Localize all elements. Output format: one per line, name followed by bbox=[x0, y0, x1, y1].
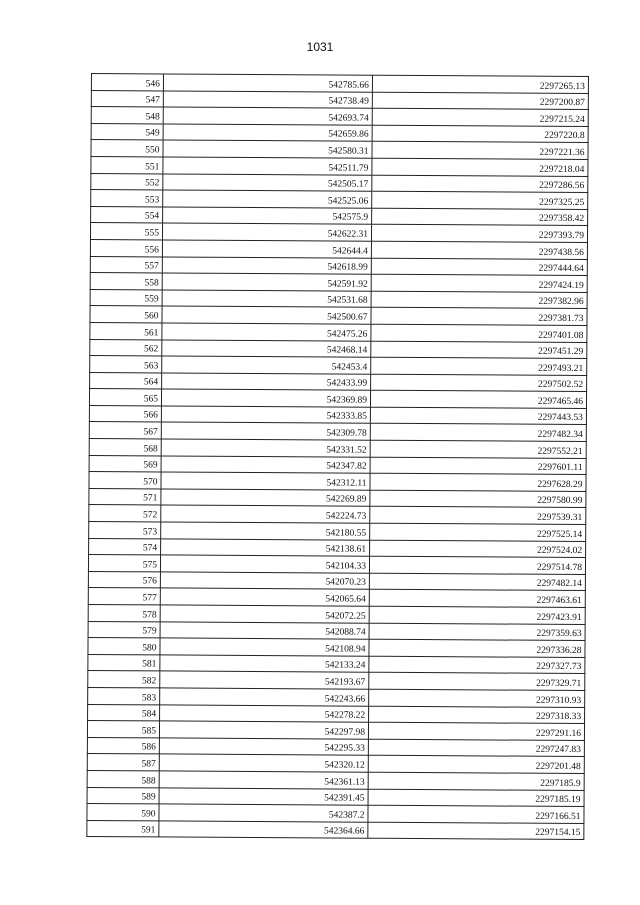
point-number-cell: 547 bbox=[91, 90, 163, 107]
point-number-cell: 591 bbox=[87, 820, 159, 837]
point-number-cell: 566 bbox=[89, 405, 161, 422]
x-coordinate-cell: 542138.61 bbox=[161, 539, 370, 557]
y-coordinate-cell: 2297401.08 bbox=[371, 324, 587, 342]
x-coordinate-cell: 542475.26 bbox=[162, 323, 371, 341]
y-coordinate-cell: 2297327.73 bbox=[369, 656, 585, 674]
y-coordinate-cell: 2297218.04 bbox=[372, 158, 588, 176]
y-coordinate-cell: 2297514.78 bbox=[369, 556, 585, 574]
point-number-cell: 564 bbox=[90, 372, 162, 389]
y-coordinate-cell: 2297482.14 bbox=[369, 573, 585, 591]
point-number-cell: 588 bbox=[87, 770, 159, 787]
point-number-cell: 590 bbox=[87, 804, 159, 821]
point-number-cell: 580 bbox=[88, 638, 160, 655]
y-coordinate-cell: 2297443.53 bbox=[370, 407, 586, 425]
point-number-cell: 577 bbox=[88, 588, 160, 605]
y-coordinate-cell: 2297185.19 bbox=[368, 789, 584, 807]
y-coordinate-cell: 2297310.93 bbox=[369, 689, 585, 707]
x-coordinate-cell: 542693.74 bbox=[163, 107, 372, 125]
x-coordinate-cell: 542591.92 bbox=[162, 273, 371, 291]
y-coordinate-cell: 2297291.16 bbox=[368, 722, 584, 740]
x-coordinate-cell: 542070.23 bbox=[160, 572, 369, 590]
point-number-cell: 560 bbox=[90, 306, 162, 323]
y-coordinate-cell: 2297215.24 bbox=[372, 108, 588, 126]
x-coordinate-cell: 542785.66 bbox=[163, 74, 372, 92]
x-coordinate-cell: 542180.55 bbox=[161, 522, 370, 540]
point-number-cell: 585 bbox=[87, 721, 159, 738]
x-coordinate-cell: 542622.31 bbox=[162, 223, 371, 241]
page-number: 1031 bbox=[306, 40, 334, 54]
y-coordinate-cell: 2297424.19 bbox=[371, 274, 587, 292]
y-coordinate-cell: 2297318.33 bbox=[369, 706, 585, 724]
point-number-cell: 559 bbox=[90, 289, 162, 306]
y-coordinate-cell: 2297382.96 bbox=[371, 291, 587, 309]
x-coordinate-cell: 542088.74 bbox=[160, 622, 369, 640]
y-coordinate-cell: 2297601.11 bbox=[370, 457, 586, 475]
y-coordinate-cell: 2297423.91 bbox=[369, 606, 585, 624]
y-coordinate-cell: 2297580.99 bbox=[370, 490, 586, 508]
y-coordinate-cell: 2297329.71 bbox=[369, 673, 585, 691]
x-coordinate-cell: 542659.86 bbox=[163, 124, 372, 142]
x-coordinate-cell: 542387.2 bbox=[159, 804, 368, 822]
point-number-cell: 582 bbox=[88, 671, 160, 688]
x-coordinate-cell: 542505.17 bbox=[163, 174, 372, 192]
x-coordinate-cell: 542108.94 bbox=[160, 638, 369, 656]
point-number-cell: 548 bbox=[91, 107, 163, 124]
y-coordinate-cell: 2297438.56 bbox=[371, 241, 587, 259]
x-coordinate-cell: 542580.31 bbox=[163, 140, 372, 158]
y-coordinate-cell: 2297201.48 bbox=[368, 756, 584, 774]
y-coordinate-cell: 2297185.9 bbox=[368, 772, 584, 790]
point-number-cell: 549 bbox=[91, 123, 163, 140]
y-coordinate-cell: 2297220.8 bbox=[372, 125, 588, 143]
point-number-cell: 554 bbox=[91, 206, 163, 223]
x-coordinate-cell: 542433.99 bbox=[162, 373, 371, 391]
x-coordinate-cell: 542364.66 bbox=[159, 821, 368, 839]
point-number-cell: 557 bbox=[90, 256, 162, 273]
y-coordinate-cell: 2297325.25 bbox=[372, 191, 588, 209]
point-number-cell: 562 bbox=[90, 339, 162, 356]
point-number-cell: 553 bbox=[91, 190, 163, 207]
y-coordinate-cell: 2297524.02 bbox=[370, 540, 586, 558]
point-number-cell: 561 bbox=[90, 322, 162, 339]
coordinates-table bbox=[86, 73, 589, 840]
x-coordinate-cell: 542193.67 bbox=[160, 671, 369, 689]
y-coordinate-cell: 2297286.56 bbox=[372, 175, 588, 193]
point-number-cell: 587 bbox=[87, 754, 159, 771]
y-coordinate-cell: 2297336.28 bbox=[369, 639, 585, 657]
x-coordinate-cell: 542320.12 bbox=[159, 754, 368, 772]
x-coordinate-cell: 542391.45 bbox=[159, 787, 368, 805]
y-coordinate-cell: 2297451.29 bbox=[371, 341, 587, 359]
y-coordinate-cell: 2297539.31 bbox=[370, 507, 586, 525]
coordinates-table-body bbox=[87, 74, 589, 840]
x-coordinate-cell: 542297.98 bbox=[159, 721, 368, 739]
x-coordinate-cell: 542468.14 bbox=[162, 339, 371, 357]
y-coordinate-cell: 2297525.14 bbox=[370, 523, 586, 541]
y-coordinate-cell: 2297628.29 bbox=[370, 473, 586, 491]
x-coordinate-cell: 542531.68 bbox=[162, 290, 371, 308]
x-coordinate-cell: 542511.79 bbox=[163, 157, 372, 175]
x-coordinate-cell: 542331.52 bbox=[161, 439, 370, 457]
x-coordinate-cell: 542065.64 bbox=[160, 588, 369, 606]
point-number-cell: 558 bbox=[90, 273, 162, 290]
y-coordinate-cell: 2297154.15 bbox=[368, 822, 584, 840]
y-coordinate-cell: 2297552.21 bbox=[370, 440, 586, 458]
x-coordinate-cell: 542295.33 bbox=[159, 738, 368, 756]
x-coordinate-cell: 542500.67 bbox=[162, 306, 371, 324]
x-coordinate-cell: 542347.82 bbox=[161, 456, 370, 474]
table-row bbox=[87, 820, 584, 840]
x-coordinate-cell: 542453.4 bbox=[162, 356, 371, 374]
point-number-cell: 579 bbox=[88, 621, 160, 638]
x-coordinate-cell: 542333.85 bbox=[161, 406, 370, 424]
y-coordinate-cell: 2297166.51 bbox=[368, 805, 584, 823]
y-coordinate-cell: 2297465.46 bbox=[370, 390, 586, 408]
point-number-cell: 573 bbox=[89, 522, 161, 539]
point-number-cell: 586 bbox=[87, 737, 159, 754]
x-coordinate-cell: 542104.33 bbox=[160, 555, 369, 573]
point-number-cell: 568 bbox=[89, 439, 161, 456]
y-coordinate-cell: 2297482.34 bbox=[370, 424, 586, 442]
x-coordinate-cell: 542243.66 bbox=[160, 688, 369, 706]
x-coordinate-cell: 542133.24 bbox=[160, 655, 369, 673]
point-number-cell: 589 bbox=[87, 787, 159, 804]
x-coordinate-cell: 542525.06 bbox=[163, 190, 372, 208]
point-number-cell: 572 bbox=[89, 505, 161, 522]
point-number-cell: 570 bbox=[89, 472, 161, 489]
y-coordinate-cell: 2297493.21 bbox=[371, 357, 587, 375]
y-coordinate-cell: 2297359.63 bbox=[369, 623, 585, 641]
x-coordinate-cell: 542309.78 bbox=[161, 422, 370, 440]
point-number-cell: 578 bbox=[88, 604, 160, 621]
y-coordinate-cell: 2297393.79 bbox=[371, 225, 587, 243]
point-number-cell: 555 bbox=[90, 223, 162, 240]
x-coordinate-cell: 542072.25 bbox=[160, 605, 369, 623]
point-number-cell: 569 bbox=[89, 455, 161, 472]
point-number-cell: 574 bbox=[89, 538, 161, 555]
y-coordinate-cell: 2297265.13 bbox=[372, 75, 588, 93]
y-coordinate-cell: 2297381.73 bbox=[371, 308, 587, 326]
x-coordinate-cell: 542361.13 bbox=[159, 771, 368, 789]
point-number-cell: 584 bbox=[88, 704, 160, 721]
point-number-cell: 576 bbox=[88, 571, 160, 588]
x-coordinate-cell: 542369.89 bbox=[161, 389, 370, 407]
y-coordinate-cell: 2297221.36 bbox=[372, 142, 588, 160]
x-coordinate-cell: 542738.49 bbox=[163, 91, 372, 109]
point-number-cell: 575 bbox=[88, 555, 160, 572]
point-number-cell: 583 bbox=[88, 687, 160, 704]
y-coordinate-cell: 2297200.87 bbox=[372, 92, 588, 110]
point-number-cell: 546 bbox=[91, 74, 163, 91]
y-coordinate-cell: 2297358.42 bbox=[372, 208, 588, 226]
x-coordinate-cell: 542278.22 bbox=[160, 704, 369, 722]
x-coordinate-cell: 542575.9 bbox=[163, 207, 372, 225]
x-coordinate-cell: 542644.4 bbox=[162, 240, 371, 258]
x-coordinate-cell: 542224.73 bbox=[161, 505, 370, 523]
point-number-cell: 563 bbox=[90, 356, 162, 373]
point-number-cell: 551 bbox=[91, 156, 163, 173]
point-number-cell: 581 bbox=[88, 654, 160, 671]
point-number-cell: 552 bbox=[91, 173, 163, 190]
y-coordinate-cell: 2297463.61 bbox=[369, 590, 585, 608]
point-number-cell: 567 bbox=[89, 422, 161, 439]
point-number-cell: 571 bbox=[89, 488, 161, 505]
x-coordinate-cell: 542618.99 bbox=[162, 256, 371, 274]
x-coordinate-cell: 542312.11 bbox=[161, 472, 370, 490]
point-number-cell: 556 bbox=[90, 239, 162, 256]
y-coordinate-cell: 2297247.83 bbox=[368, 739, 584, 757]
point-number-cell: 550 bbox=[91, 140, 163, 157]
x-coordinate-cell: 542269.89 bbox=[161, 489, 370, 507]
y-coordinate-cell: 2297444.64 bbox=[371, 258, 587, 276]
point-number-cell: 565 bbox=[89, 389, 161, 406]
y-coordinate-cell: 2297502.52 bbox=[371, 374, 587, 392]
